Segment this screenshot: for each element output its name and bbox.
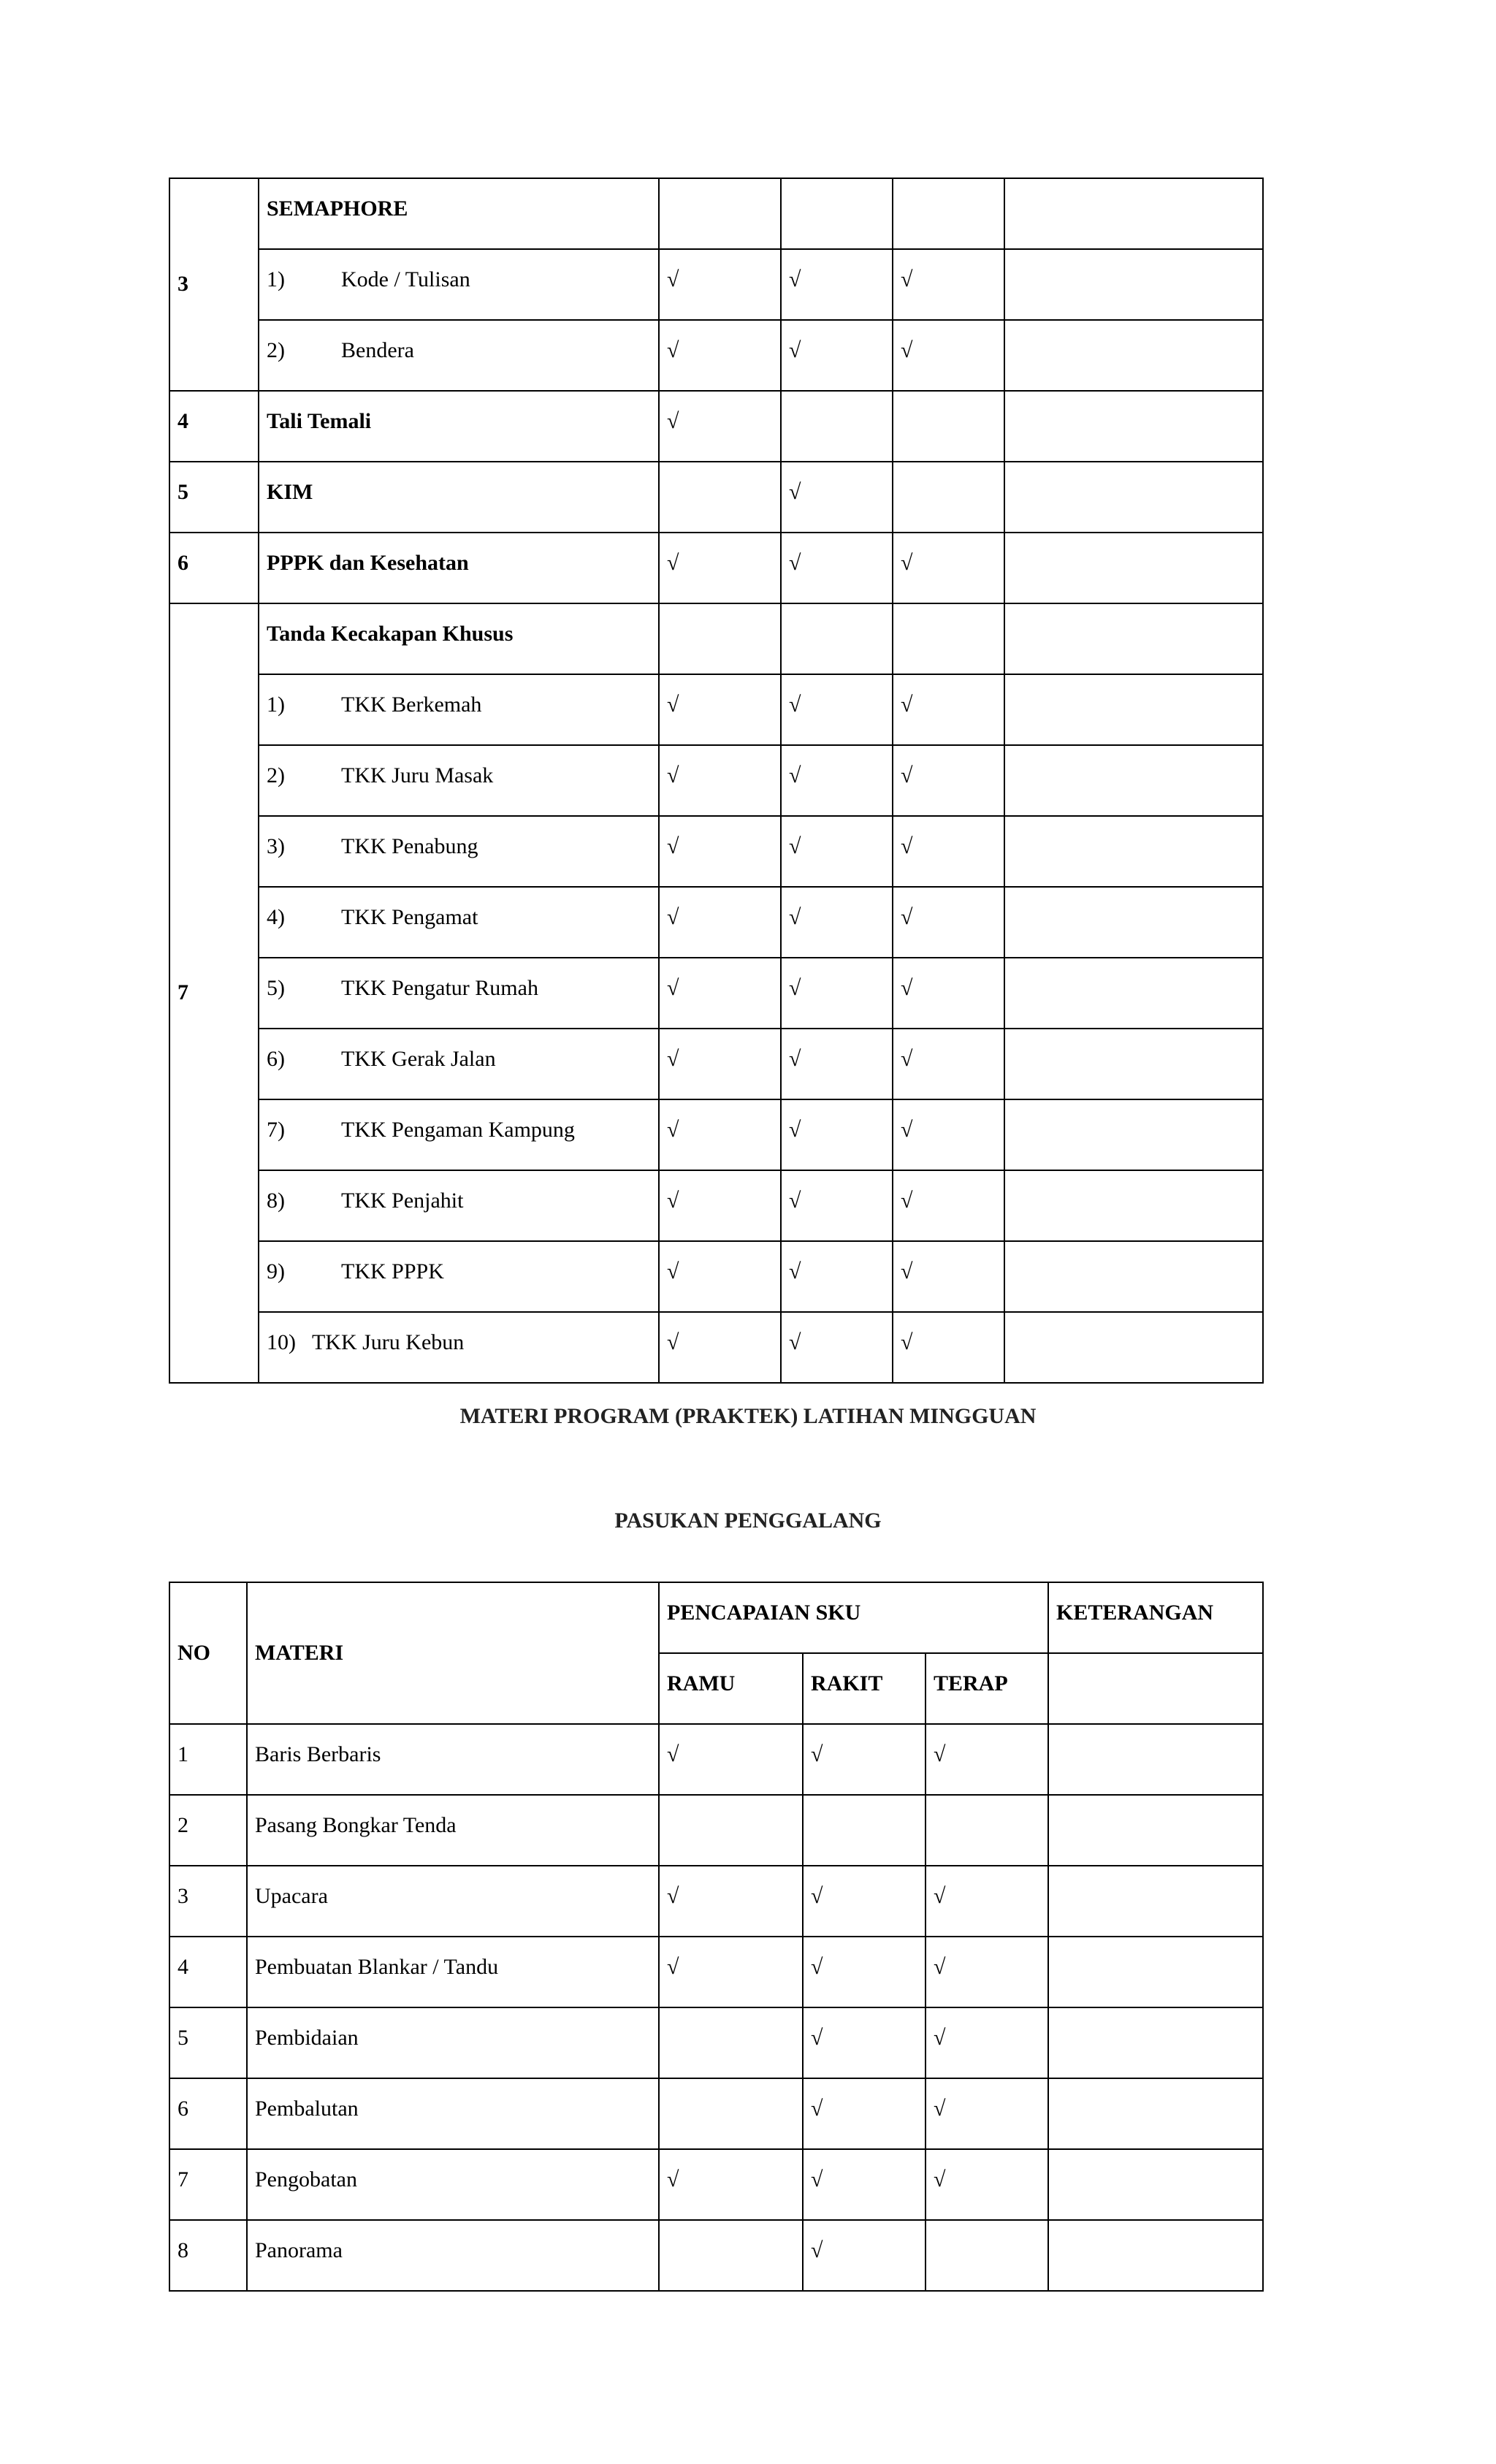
remarks-cell bbox=[1048, 2007, 1263, 2078]
sku-materials-table-continued bbox=[169, 178, 1264, 1384]
empty-cell bbox=[893, 603, 1004, 674]
row-number: 5 bbox=[169, 462, 259, 533]
terap-check: √ bbox=[893, 320, 1004, 391]
weekly-practice-table bbox=[169, 1582, 1264, 2292]
rakit-check bbox=[803, 1795, 926, 1866]
remarks-cell bbox=[1004, 958, 1263, 1029]
remarks-cell bbox=[1048, 2220, 1263, 2291]
remarks-cell bbox=[1004, 533, 1263, 603]
rakit-check: √ bbox=[803, 1937, 926, 2007]
ramu-check: √ bbox=[659, 533, 781, 603]
item-index: 7) bbox=[267, 1118, 285, 1142]
item-label: TKK Penabung bbox=[341, 834, 478, 858]
table-row bbox=[169, 1937, 1263, 2007]
rakit-check: √ bbox=[781, 1170, 893, 1241]
table-row bbox=[169, 1170, 1263, 1241]
row-number: 2 bbox=[169, 1795, 247, 1866]
table-row bbox=[169, 887, 1263, 958]
remarks-cell bbox=[1048, 2078, 1263, 2149]
rakit-check: √ bbox=[803, 2007, 926, 2078]
table-row bbox=[169, 1724, 1263, 1795]
terap-check: √ bbox=[893, 745, 1004, 816]
rakit-check: √ bbox=[781, 1099, 893, 1170]
terap-check bbox=[893, 462, 1004, 533]
ramu-check: √ bbox=[659, 1866, 803, 1937]
remarks-cell bbox=[1004, 462, 1263, 533]
remarks-cell bbox=[1048, 1795, 1263, 1866]
rakit-check: √ bbox=[803, 1724, 926, 1795]
terap-check: √ bbox=[893, 1241, 1004, 1312]
item-index: 5) bbox=[267, 976, 285, 1000]
ramu-check: √ bbox=[659, 745, 781, 816]
ramu-check: √ bbox=[659, 320, 781, 391]
item-label-cell bbox=[259, 320, 659, 391]
ramu-check bbox=[659, 2078, 803, 2149]
terap-check: √ bbox=[926, 2007, 1048, 2078]
rakit-check: √ bbox=[781, 1029, 893, 1099]
rakit-check: √ bbox=[781, 745, 893, 816]
terap-check: √ bbox=[893, 1170, 1004, 1241]
ramu-check: √ bbox=[659, 1029, 781, 1099]
terap-check: √ bbox=[893, 816, 1004, 887]
item-label-cell bbox=[259, 958, 659, 1029]
table-row bbox=[169, 533, 1263, 603]
empty-cell bbox=[781, 178, 893, 249]
header-pencapaian-label: PENCAPAIAN SKU bbox=[667, 1601, 861, 1625]
item-label-cell bbox=[259, 1241, 659, 1312]
ramu-check: √ bbox=[659, 674, 781, 745]
ramu-check: √ bbox=[659, 816, 781, 887]
rakit-check: √ bbox=[781, 674, 893, 745]
item-label: TKK Pengatur Rumah bbox=[341, 976, 538, 1000]
materi-label: Pembidaian bbox=[247, 2007, 659, 2078]
remarks-cell bbox=[1048, 1724, 1263, 1795]
ramu-check bbox=[659, 1795, 803, 1866]
header-no: NO bbox=[169, 1582, 247, 1724]
section-title: Tanda Kecakapan Khusus bbox=[259, 603, 659, 674]
remarks-cell bbox=[1048, 2149, 1263, 2220]
table-row bbox=[169, 249, 1263, 320]
terap-check: √ bbox=[926, 2078, 1048, 2149]
remarks-cell bbox=[1048, 1866, 1263, 1937]
table-row bbox=[169, 391, 1263, 462]
rakit-check: √ bbox=[781, 958, 893, 1029]
row-number: 1 bbox=[169, 1724, 247, 1795]
header-keterangan-cell: KETERANGAN bbox=[1048, 1582, 1263, 1653]
item-label-cell bbox=[259, 745, 659, 816]
ramu-check: √ bbox=[659, 1937, 803, 2007]
rakit-check: √ bbox=[803, 1866, 926, 1937]
row-number: 5 bbox=[169, 2007, 247, 2078]
item-label: TKK Gerak Jalan bbox=[341, 1047, 496, 1071]
terap-check: √ bbox=[893, 958, 1004, 1029]
item-index: 1) bbox=[267, 267, 285, 291]
item-index: 9) bbox=[267, 1259, 285, 1284]
materi-label: Pengobatan bbox=[247, 2149, 659, 2220]
ramu-check bbox=[659, 462, 781, 533]
header-pencapaian-sku bbox=[659, 1582, 1048, 1653]
table-row bbox=[169, 816, 1263, 887]
ramu-check: √ bbox=[659, 887, 781, 958]
ramu-check: √ bbox=[659, 2149, 803, 2220]
item-index: 2) bbox=[267, 338, 285, 362]
table-row bbox=[169, 1866, 1263, 1937]
item-index: 4) bbox=[267, 905, 285, 929]
terap-check: √ bbox=[893, 533, 1004, 603]
item-label: TKK Pengamat bbox=[341, 905, 478, 929]
item-index: 2) bbox=[267, 763, 285, 787]
terap-check: √ bbox=[893, 887, 1004, 958]
table-row bbox=[169, 603, 1263, 674]
item-index: 10) bbox=[267, 1330, 312, 1354]
rakit-check: √ bbox=[781, 1241, 893, 1312]
table-row bbox=[169, 958, 1263, 1029]
item-index: 8) bbox=[267, 1189, 285, 1213]
terap-check bbox=[926, 2220, 1048, 2291]
terap-check: √ bbox=[926, 1937, 1048, 2007]
materi-label: Pasang Bongkar Tenda bbox=[247, 1795, 659, 1866]
empty-cell bbox=[1004, 178, 1263, 249]
rakit-check: √ bbox=[803, 2220, 926, 2291]
terap-check: √ bbox=[893, 1099, 1004, 1170]
empty-cell bbox=[781, 603, 893, 674]
rakit-check: √ bbox=[781, 462, 893, 533]
rakit-check: √ bbox=[781, 249, 893, 320]
terap-check: √ bbox=[926, 1724, 1048, 1795]
table-row bbox=[169, 2007, 1263, 2078]
item-label: TKK Berkemah bbox=[341, 693, 482, 717]
remarks-cell bbox=[1004, 1241, 1263, 1312]
table-row bbox=[169, 2220, 1263, 2291]
item-label: TKK Penjahit bbox=[341, 1189, 464, 1213]
ramu-check: √ bbox=[659, 958, 781, 1029]
row-number: 6 bbox=[169, 533, 259, 603]
item-label: Bendera bbox=[341, 338, 414, 362]
remarks-cell bbox=[1004, 249, 1263, 320]
rakit-check: √ bbox=[803, 2078, 926, 2149]
header-terap: TERAP bbox=[926, 1653, 1048, 1724]
terap-check: √ bbox=[893, 249, 1004, 320]
item-label: Kode / Tulisan bbox=[341, 267, 470, 291]
terap-check: √ bbox=[893, 1029, 1004, 1099]
item-label-cell bbox=[259, 887, 659, 958]
item-label-cell bbox=[259, 249, 659, 320]
header-ramu: RAMU bbox=[659, 1653, 803, 1724]
remarks-cell bbox=[1004, 745, 1263, 816]
table-row bbox=[169, 2149, 1263, 2220]
item-label-cell bbox=[259, 1312, 659, 1383]
empty-cell bbox=[659, 178, 781, 249]
remarks-cell bbox=[1004, 674, 1263, 745]
item-label: KIM bbox=[259, 462, 659, 533]
ramu-check bbox=[659, 2220, 803, 2291]
remarks-cell bbox=[1004, 816, 1263, 887]
item-label: TKK Juru Masak bbox=[341, 763, 494, 787]
rakit-check: √ bbox=[803, 2149, 926, 2220]
remarks-cell bbox=[1004, 1099, 1263, 1170]
row-number: 7 bbox=[169, 2149, 247, 2220]
remarks-cell bbox=[1004, 887, 1263, 958]
ramu-check: √ bbox=[659, 249, 781, 320]
item-index: 3) bbox=[267, 834, 285, 858]
row-number: 6 bbox=[169, 2078, 247, 2149]
materi-label: Panorama bbox=[247, 2220, 659, 2291]
ramu-check: √ bbox=[659, 1312, 781, 1383]
item-label-cell bbox=[259, 816, 659, 887]
row-number: 8 bbox=[169, 2220, 247, 2291]
row-number: 3 bbox=[169, 1866, 247, 1937]
row-number: 4 bbox=[169, 391, 259, 462]
terap-check bbox=[926, 1795, 1048, 1866]
materi-label: Baris Berbaris bbox=[247, 1724, 659, 1795]
item-label-cell bbox=[259, 1170, 659, 1241]
empty-cell bbox=[659, 603, 781, 674]
ramu-check bbox=[659, 2007, 803, 2078]
table-row bbox=[169, 1795, 1263, 1866]
header-materi: MATERI bbox=[247, 1582, 659, 1724]
table-row bbox=[169, 1029, 1263, 1099]
remarks-cell bbox=[1004, 1029, 1263, 1099]
remarks-cell bbox=[1004, 320, 1263, 391]
table-row bbox=[169, 674, 1263, 745]
item-label: TKK PPPK bbox=[341, 1259, 444, 1284]
ramu-check: √ bbox=[659, 1170, 781, 1241]
item-index: 1) bbox=[267, 693, 285, 717]
table-row bbox=[169, 1099, 1263, 1170]
ramu-check: √ bbox=[659, 1724, 803, 1795]
materi-label: Upacara bbox=[247, 1866, 659, 1937]
rakit-check: √ bbox=[781, 320, 893, 391]
section-heading-troop: PASUKAN PENGGALANG bbox=[614, 1508, 882, 1533]
rakit-check: √ bbox=[781, 533, 893, 603]
terap-check bbox=[893, 391, 1004, 462]
remarks-cell bbox=[1004, 1170, 1263, 1241]
rakit-check: √ bbox=[781, 887, 893, 958]
header-rakit: RAKIT bbox=[803, 1653, 926, 1724]
table-row bbox=[169, 462, 1263, 533]
item-index: 6) bbox=[267, 1047, 285, 1071]
remarks-cell bbox=[1048, 1937, 1263, 2007]
table-row bbox=[169, 745, 1263, 816]
terap-check: √ bbox=[926, 2149, 1048, 2220]
item-label-cell bbox=[259, 1029, 659, 1099]
remarks-cell bbox=[1004, 1312, 1263, 1383]
terap-check: √ bbox=[893, 674, 1004, 745]
empty-cell bbox=[1004, 603, 1263, 674]
item-label: TKK Pengaman Kampung bbox=[341, 1118, 575, 1142]
rakit-check: √ bbox=[781, 816, 893, 887]
item-label-cell bbox=[259, 1099, 659, 1170]
terap-check: √ bbox=[926, 1866, 1048, 1937]
terap-check: √ bbox=[893, 1312, 1004, 1383]
header-empty-cell bbox=[1048, 1653, 1263, 1724]
rakit-check: √ bbox=[781, 1312, 893, 1383]
empty-cell bbox=[893, 178, 1004, 249]
ramu-check: √ bbox=[659, 1099, 781, 1170]
item-label: PPPK dan Kesehatan bbox=[259, 533, 659, 603]
ramu-check: √ bbox=[659, 391, 781, 462]
table-row bbox=[169, 320, 1263, 391]
table-row bbox=[169, 1312, 1263, 1383]
table-row bbox=[169, 178, 1263, 249]
row-number: 3 bbox=[169, 178, 259, 391]
materi-label: Pembalutan bbox=[247, 2078, 659, 2149]
section-title: SEMAPHORE bbox=[259, 178, 659, 249]
row-number: 7 bbox=[169, 603, 259, 1383]
remarks-cell bbox=[1004, 391, 1263, 462]
item-label-cell bbox=[259, 674, 659, 745]
section-heading-program: MATERI PROGRAM (PRAKTEK) LATIHAN MINGGUAN bbox=[459, 1404, 1037, 1428]
row-number: 4 bbox=[169, 1937, 247, 2007]
rakit-check bbox=[781, 391, 893, 462]
materi-label: Pembuatan Blankar / Tandu bbox=[247, 1937, 659, 2007]
table-row bbox=[169, 1241, 1263, 1312]
item-label: Tali Temali bbox=[259, 391, 659, 462]
table-row bbox=[169, 2078, 1263, 2149]
ramu-check: √ bbox=[659, 1241, 781, 1312]
item-label: TKK Juru Kebun bbox=[311, 1330, 465, 1354]
